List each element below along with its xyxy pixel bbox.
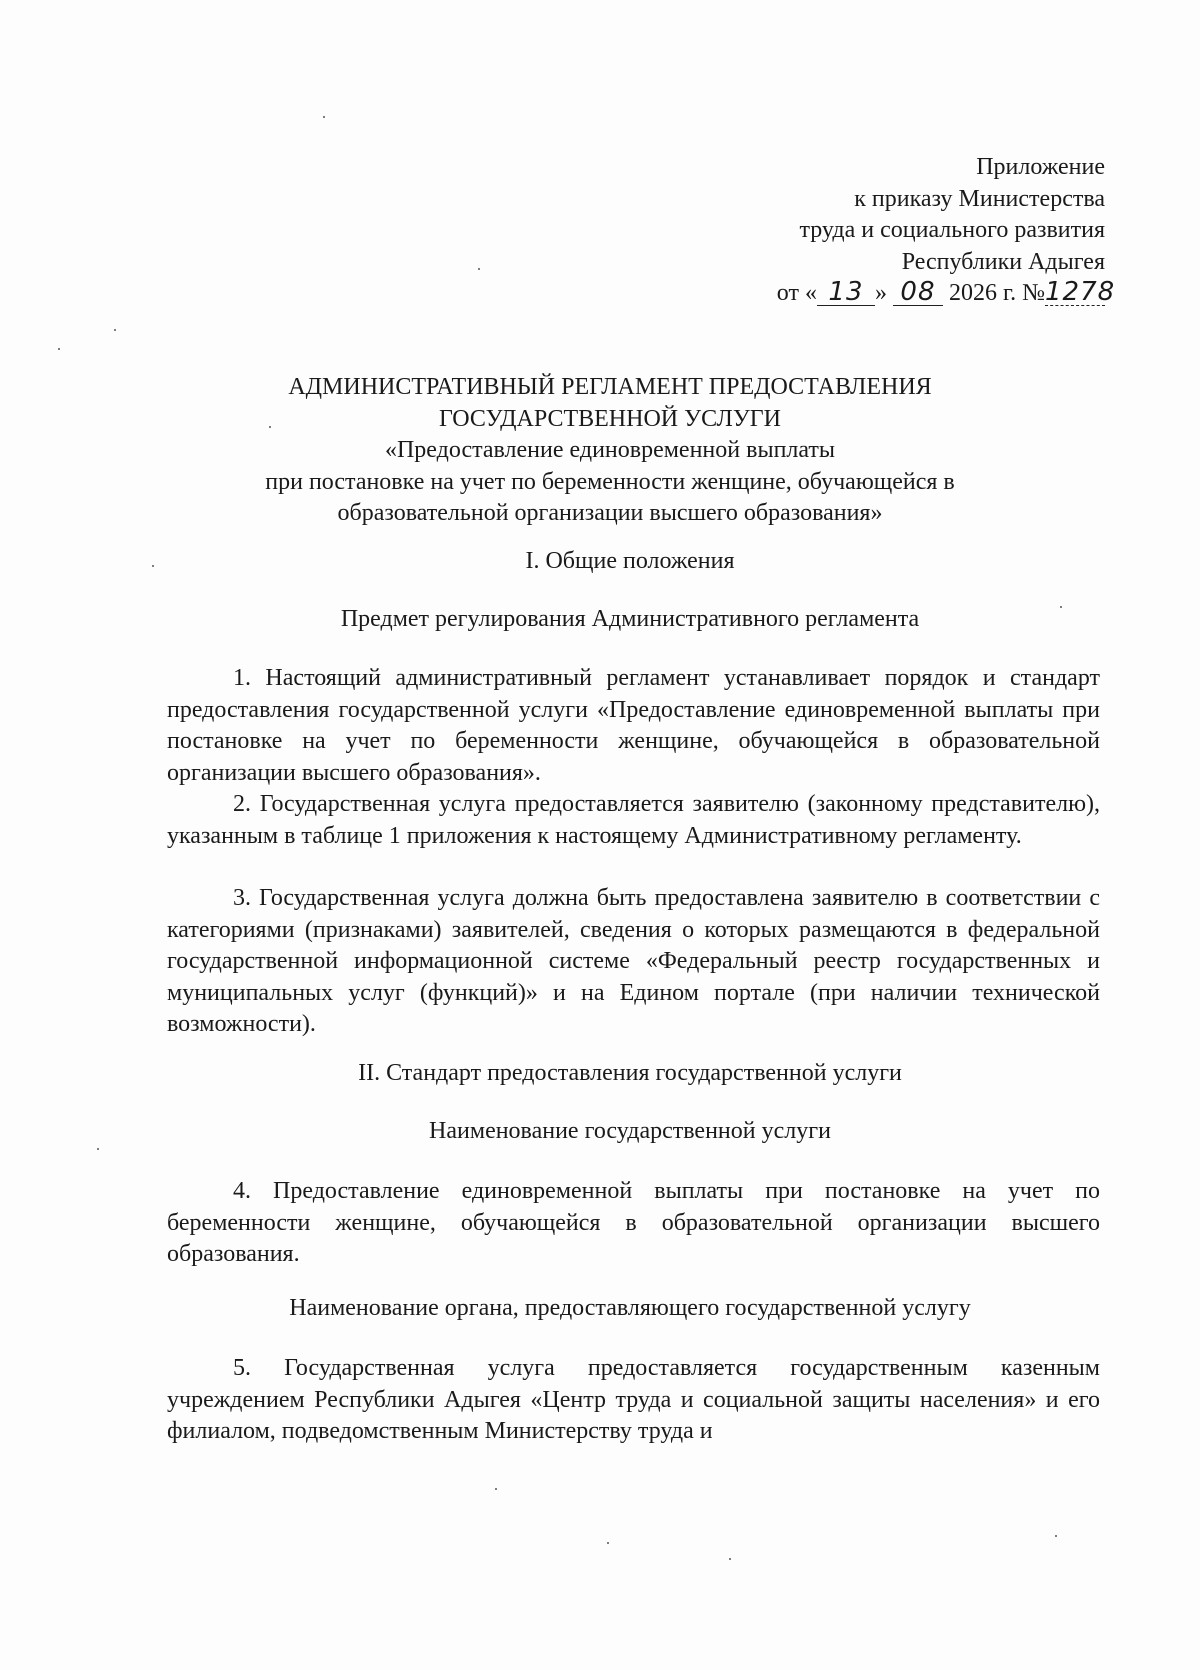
handwritten-month: 08 <box>893 279 943 306</box>
date-mid: » <box>874 280 887 306</box>
section-2-subheading-authority: Наименование органа, предоставляющего государственной услугу <box>289 1295 971 1321</box>
section-2-subheading-service-name: Наименование государственной услуги <box>429 1118 831 1144</box>
paragraph-2: 2. Государственная услуга предоставляется заявителю (законному представителю), указанным в таблице 1 приложения к настоящему Административному регламенту. <box>167 791 1100 849</box>
scan-speck <box>478 268 480 270</box>
section-2-heading: II. Стандарт предоставления государственной услуги <box>358 1060 902 1086</box>
handwritten-day: 13 <box>817 279 875 306</box>
appendix-line-2: к приказу Министерства <box>854 185 1105 212</box>
title-line-4: при постановке на учет по беременности женщине, обучающейся в <box>265 468 955 495</box>
scan-speck <box>58 348 60 350</box>
paragraph-4: 4. Предоставление единовременной выплаты при постановке на учет по беременности женщине, обучающейся в образовательной организации высшего образования. <box>167 1178 1100 1267</box>
title-line-2: ГОСУДАРСТВЕННОЙ УСЛУГИ <box>438 405 782 432</box>
handwritten-order-number: 1278 <box>1045 277 1116 307</box>
paragraph-1: 1. Настоящий административный регламент устанавливает порядок и стандарт предоставления государственной услуги «Предоставление единовременной выплаты при постановке на учет по беременности женщине, обучающейся в образовательной организации высшего образования». <box>167 665 1100 786</box>
scan-speck <box>269 426 271 428</box>
paragraph-5: 5. Государственная услуга предоставляется государственным казенным учреждением Республики Адыгея «Центр труда и социальной защиты населения» и его филиалом, подведомственным Министерству труда и <box>167 1355 1100 1444</box>
scan-speck <box>1060 606 1062 608</box>
appendix-line-3: труда и социального развития <box>799 217 1105 243</box>
appendix-line-4: Республики Адыгея <box>901 248 1105 275</box>
section-1-subheading: Предмет регулирования Административного регламента <box>340 606 920 632</box>
scan-speck <box>97 1148 99 1150</box>
document-title <box>160 372 1060 530</box>
title-line-5: образовательной организации высшего образования» <box>337 500 883 526</box>
scan-speck <box>607 1542 609 1544</box>
title-line-3: «Предоставление единовременной выплаты <box>384 437 836 463</box>
title-line-1: АДМИНИСТРАТИВНЫЙ РЕГЛАМЕНТ ПРЕДОСТАВЛЕНИЯ <box>288 374 932 400</box>
scan-speck <box>152 565 154 567</box>
scan-speck <box>323 116 325 118</box>
appendix-date-line <box>776 277 1116 310</box>
date-year-number-label: 2026 г. № <box>948 280 1045 306</box>
section-1-heading: I. Общие положения <box>525 548 735 574</box>
date-prefix: от « <box>776 280 817 306</box>
appendix-header <box>776 152 1116 310</box>
paragraph-3: 3. Государственная услуга должна быть предоставлена заявителю в соответствии с категориями (признаками) заявителей, сведения о которых размещаются в федеральной государственной информационной системе «Федеральный реестр государственных и муниципальных услуг (функций)» и на Едином портале (при наличии технической возможности). <box>167 885 1100 1037</box>
appendix-line-1: Приложение <box>976 154 1105 180</box>
scan-speck <box>729 1558 731 1560</box>
scan-speck <box>1055 1535 1057 1537</box>
scan-speck <box>495 1488 497 1490</box>
scan-speck <box>114 329 116 331</box>
